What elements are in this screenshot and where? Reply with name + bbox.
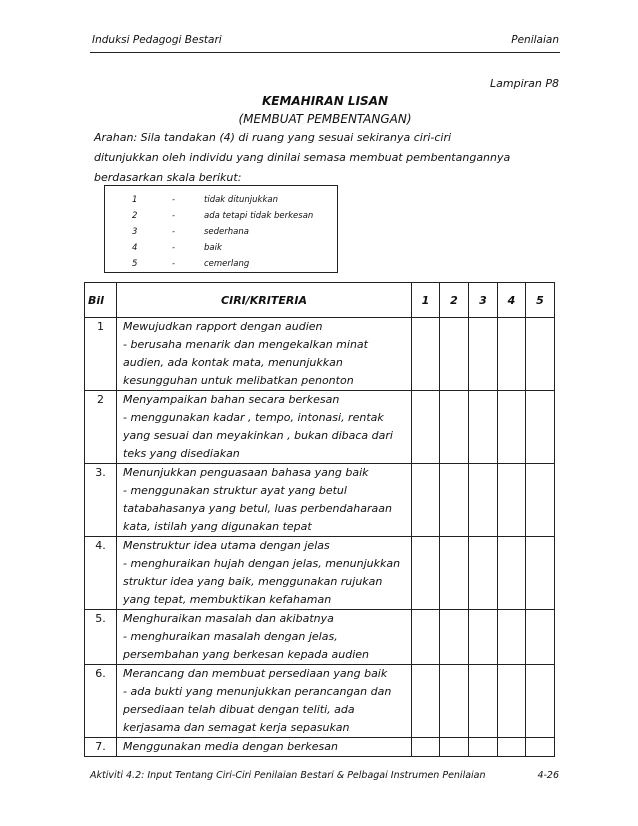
score-cell-5[interactable] (526, 738, 555, 757)
score-cell-1[interactable] (412, 318, 440, 391)
scale-number: 3 (132, 227, 138, 237)
score-cell-2[interactable] (440, 391, 469, 464)
criterion-title: Menstruktur idea utama dengan jelas (123, 539, 330, 552)
criterion-title: Menggunakan media dengan berkesan (123, 740, 338, 753)
score-cell-2[interactable] (440, 537, 469, 610)
scale-description: tidak ditunjukkan (204, 195, 278, 205)
criterion-detail-line: yang tepat, membuktikan kefahaman (123, 593, 332, 606)
criteria-table (84, 282, 555, 757)
criterion-description (117, 318, 412, 391)
score-cell-4[interactable] (498, 464, 526, 537)
page-number: 4-26 (537, 770, 559, 781)
instruction-line: berdasarkan skala berikut: (94, 171, 242, 184)
instruction-line: Arahan: Sila tandakan (4) di ruang yang sesuai sekiranya ciri-ciri (94, 131, 452, 144)
header-score-5: 5 (526, 283, 555, 318)
header-divider (90, 52, 560, 53)
criterion-description (117, 610, 412, 665)
row-number (85, 665, 117, 738)
score-cell-3[interactable] (469, 537, 498, 610)
scale-number: 5 (132, 259, 138, 269)
table-row (85, 464, 555, 537)
scale-description: baik (204, 243, 222, 253)
table-row (85, 610, 555, 665)
criterion-detail-line: tatabahasanya yang betul, luas perbendaharaan (123, 502, 392, 515)
header-score-1: 1 (412, 283, 440, 318)
score-cell-2[interactable] (440, 464, 469, 537)
row-number-text: 2 (97, 393, 104, 406)
score-cell-1[interactable] (412, 610, 440, 665)
scale-description: sederhana (204, 227, 249, 237)
row-number (85, 610, 117, 665)
score-cell-2[interactable] (440, 610, 469, 665)
score-cell-5[interactable] (526, 610, 555, 665)
score-cell-3[interactable] (469, 665, 498, 738)
score-cell-3[interactable] (469, 464, 498, 537)
criterion-detail-line: persembahan yang berkesan kepada audien (123, 648, 370, 661)
scale-description: cemerlang (204, 259, 250, 269)
criterion-detail-line: kerjasama dan semagat kerja sepasukan (123, 721, 350, 734)
scale-dash: - (172, 227, 176, 237)
score-cell-4[interactable] (498, 537, 526, 610)
criterion-description (117, 665, 412, 738)
row-number (85, 738, 117, 757)
form-subtitle: (MEMBUAT PEMBENTANGAN) (238, 112, 412, 126)
table-row (85, 391, 555, 464)
row-number (85, 391, 117, 464)
row-number (85, 318, 117, 391)
appendix-label: Lampiran P8 (490, 77, 559, 90)
table-row (85, 318, 555, 391)
score-cell-5[interactable] (526, 537, 555, 610)
row-number-text: 4. (95, 539, 106, 552)
score-cell-5[interactable] (526, 318, 555, 391)
header-score-4: 4 (498, 283, 526, 318)
instruction-line: ditunjukkan oleh individu yang dinilai semasa membuat pembentangannya (94, 151, 511, 164)
score-cell-4[interactable] (498, 318, 526, 391)
header-score-3: 3 (469, 283, 498, 318)
row-number-text: 3. (95, 466, 106, 479)
score-cell-3[interactable] (469, 610, 498, 665)
score-cell-1[interactable] (412, 464, 440, 537)
score-cell-5[interactable] (526, 391, 555, 464)
form-title: KEMAHIRAN LISAN (261, 94, 389, 108)
scale-number: 2 (132, 211, 138, 221)
criterion-detail-line: - menggunakan struktur ayat yang betul (123, 484, 347, 497)
criterion-title: Menunjukkan penguasaan bahasa yang baik (123, 466, 369, 479)
score-cell-1[interactable] (412, 391, 440, 464)
row-number-text: 6. (95, 667, 106, 680)
row-number-text: 7. (95, 740, 106, 753)
criterion-title: Menyampaikan bahan secara berkesan (123, 393, 340, 406)
criterion-description (117, 391, 412, 464)
criterion-title: Mewujudkan rapport dengan audien (123, 320, 323, 333)
table-row (85, 665, 555, 738)
table-row (85, 738, 555, 757)
score-cell-4[interactable] (498, 738, 526, 757)
score-cell-1[interactable] (412, 537, 440, 610)
scale-description: ada tetapi tidak berkesan (204, 211, 314, 221)
criterion-detail-line: struktur idea yang baik, menggunakan rujukan (123, 575, 383, 588)
row-number (85, 537, 117, 610)
criterion-detail-line: - menggunakan kadar , tempo, intonasi, rentak (123, 411, 384, 424)
header-score-2: 2 (440, 283, 469, 318)
row-number-text: 1 (97, 320, 104, 333)
score-cell-4[interactable] (498, 610, 526, 665)
score-cell-4[interactable] (498, 391, 526, 464)
instructions (94, 128, 564, 188)
criterion-detail-line: kata, istilah yang digunakan tepat (123, 520, 312, 533)
criterion-description (117, 464, 412, 537)
footer-activity: Aktiviti 4.2: Input Tentang Ciri-Ciri Penilaian Bestari & Pelbagai Instrumen Penilaian (90, 770, 486, 781)
score-cell-2[interactable] (440, 738, 469, 757)
row-number-text: 5. (95, 612, 106, 625)
criterion-detail-line: audien, ada kontak mata, menunjukkan (123, 356, 343, 369)
score-cell-1[interactable] (412, 665, 440, 738)
scale-number: 4 (132, 243, 138, 253)
running-header-title: Induksi Pedagogi Bestari (92, 34, 222, 46)
score-cell-1[interactable] (412, 738, 440, 757)
scale-dash: - (172, 243, 176, 253)
score-cell-5[interactable] (526, 464, 555, 537)
criterion-title: Menghuraikan masalah dan akibatnya (123, 612, 334, 625)
criterion-description (117, 738, 412, 757)
rating-scale-legend (104, 185, 338, 273)
scale-number: 1 (132, 195, 138, 205)
scale-dash: - (172, 195, 176, 205)
criterion-detail-line: persediaan telah dibuat dengan teliti, ada (123, 703, 355, 716)
criterion-detail-line: kesungguhan untuk melibatkan penonton (123, 374, 354, 387)
criterion-detail-line: - menghuraikan hujah dengan jelas, menunjukkan (123, 557, 401, 570)
criterion-detail-line: teks yang disediakan (123, 447, 240, 460)
criterion-description (117, 537, 412, 610)
score-cell-3[interactable] (469, 318, 498, 391)
criterion-title: Merancang dan membuat persediaan yang baik (123, 667, 388, 680)
score-cell-5[interactable] (526, 665, 555, 738)
table-row (85, 537, 555, 610)
criterion-detail-line: - ada bukti yang menunjukkan perancangan dan (123, 685, 392, 698)
row-number (85, 464, 117, 537)
score-cell-3[interactable] (469, 391, 498, 464)
header-criteria: CIRI/KRITERIA (117, 283, 412, 318)
table-header-row (85, 283, 555, 318)
header-bil: Bil (85, 283, 117, 318)
score-cell-2[interactable] (440, 665, 469, 738)
scale-dash: - (172, 259, 176, 269)
running-header-section: Penilaian (511, 34, 559, 46)
criterion-detail-line: yang sesuai dan meyakinkan , bukan dibaca dari (123, 429, 393, 442)
score-cell-3[interactable] (469, 738, 498, 757)
score-cell-2[interactable] (440, 318, 469, 391)
criterion-detail-line: - berusaha menarik dan mengekalkan minat (123, 338, 368, 351)
score-cell-4[interactable] (498, 665, 526, 738)
scale-dash: - (172, 211, 176, 221)
criterion-detail-line: - menghuraikan masalah dengan jelas, (123, 630, 338, 643)
